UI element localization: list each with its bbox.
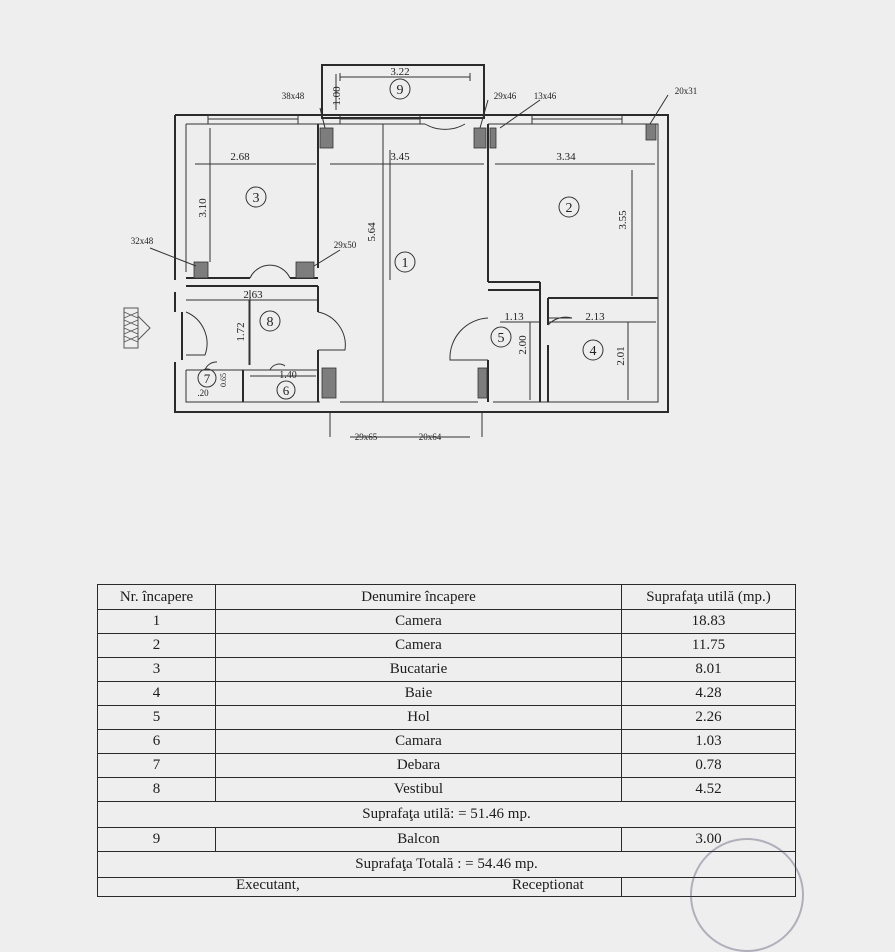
kitchen-depth-label: 3.10 bbox=[197, 198, 209, 218]
table-row bbox=[98, 730, 796, 754]
row-number: 3 bbox=[98, 658, 216, 682]
row-name: Camera bbox=[216, 634, 622, 658]
hall-width-label: 1.13 bbox=[504, 311, 524, 323]
room-number-2: 2 bbox=[565, 201, 573, 216]
row-name: Camara bbox=[216, 730, 622, 754]
room-number-1: 1 bbox=[401, 256, 409, 271]
header-room-name: Denumire încapere bbox=[216, 585, 622, 610]
row-name: Hol bbox=[216, 706, 622, 730]
table-row bbox=[98, 634, 796, 658]
kitchen-width-label: 2.68 bbox=[230, 151, 250, 163]
duct-label: 20x64 bbox=[418, 432, 442, 442]
duct-label: 38x48 bbox=[281, 91, 305, 101]
entrance-arrow-icon bbox=[124, 308, 150, 348]
row-area: 2.26 bbox=[622, 706, 796, 730]
room-schedule-table bbox=[97, 584, 796, 897]
total-row bbox=[98, 852, 796, 878]
table-row bbox=[98, 610, 796, 634]
vestibule-depth-label: 1.72 bbox=[235, 322, 247, 342]
header-usable-area: Suprafaţa utilă (mp.) bbox=[622, 585, 796, 610]
room-number-8: 8 bbox=[266, 315, 274, 330]
row-name: Debara bbox=[216, 754, 622, 778]
row-name: Camera bbox=[216, 610, 622, 634]
row-number: 7 bbox=[98, 754, 216, 778]
duct-label: 32x48 bbox=[130, 236, 154, 246]
balcony-width-label: 3.22 bbox=[390, 66, 410, 78]
row-number: 9 bbox=[98, 828, 216, 852]
receptionat-text: Receptionat bbox=[512, 877, 584, 893]
row-area: 4.28 bbox=[622, 682, 796, 706]
row-area: 11.75 bbox=[622, 634, 796, 658]
duct-label: 29x46 bbox=[493, 91, 517, 101]
living-width-label: 3.45 bbox=[390, 151, 410, 163]
total-text: Suprafaţa Totală : = 54.46 mp. bbox=[98, 852, 796, 878]
table-row bbox=[98, 706, 796, 730]
bedroom-width-label: 3.34 bbox=[556, 151, 576, 163]
subtotal-text: Suprafaţa utilă: = 51.46 mp. bbox=[98, 802, 796, 828]
bedroom-depth-label: 3.55 bbox=[617, 210, 629, 230]
row-area: 0.78 bbox=[622, 754, 796, 778]
balcony-depth-label: 1.00 bbox=[331, 86, 343, 106]
row-number: 6 bbox=[98, 730, 216, 754]
duct-label: 20x31 bbox=[674, 86, 698, 96]
header-room-number: Nr. încapere bbox=[98, 585, 216, 610]
row-name: Baie bbox=[216, 682, 622, 706]
room-number-9: 9 bbox=[396, 83, 404, 98]
table-row bbox=[98, 754, 796, 778]
row-number: 1 bbox=[98, 610, 216, 634]
table-row bbox=[98, 658, 796, 682]
row-area: 18.83 bbox=[622, 610, 796, 634]
subtotal-row bbox=[98, 802, 796, 828]
pantry-width-label: 1.40 bbox=[279, 370, 297, 381]
bath-depth-label: 2.01 bbox=[615, 346, 627, 366]
room-markers bbox=[198, 79, 603, 399]
stamp-seal bbox=[690, 838, 804, 952]
closet-width-label: .20 bbox=[197, 388, 209, 398]
row-area: 3.00 bbox=[622, 828, 796, 852]
row-number: 8 bbox=[98, 778, 216, 802]
row-number: 4 bbox=[98, 682, 216, 706]
row-number: 2 bbox=[98, 634, 216, 658]
room-number-6: 6 bbox=[282, 383, 290, 398]
ducts bbox=[194, 124, 656, 398]
room-number-3: 3 bbox=[252, 191, 260, 206]
room-number-5: 5 bbox=[497, 331, 505, 346]
hall-depth-label: 2.00 bbox=[517, 335, 529, 355]
duct-label: 29x65 bbox=[354, 432, 378, 442]
executant-label: Executant, bbox=[98, 878, 622, 897]
bath-width-label: 2.13 bbox=[585, 311, 605, 323]
table-row bbox=[98, 778, 796, 802]
closet-depth-label: 0.65 bbox=[219, 373, 228, 387]
room-number-7: 7 bbox=[203, 371, 211, 386]
table-row bbox=[98, 828, 796, 852]
row-name: Balcon bbox=[216, 828, 622, 852]
row-number: 5 bbox=[98, 706, 216, 730]
row-area: 8.01 bbox=[622, 658, 796, 682]
duct-label: 29x50 bbox=[333, 240, 357, 250]
row-name: Bucatarie bbox=[216, 658, 622, 682]
interior-walls bbox=[186, 124, 658, 402]
duct-label: 13x46 bbox=[533, 91, 557, 101]
living-depth-label: 5.64 bbox=[366, 222, 378, 242]
row-area: 4.52 bbox=[622, 778, 796, 802]
table-header-row bbox=[98, 585, 796, 610]
room-number-4: 4 bbox=[589, 344, 597, 359]
vestibule-width-label: 2.63 bbox=[243, 289, 263, 301]
row-area: 1.03 bbox=[622, 730, 796, 754]
row-name: Vestibul bbox=[216, 778, 622, 802]
table-row bbox=[98, 682, 796, 706]
